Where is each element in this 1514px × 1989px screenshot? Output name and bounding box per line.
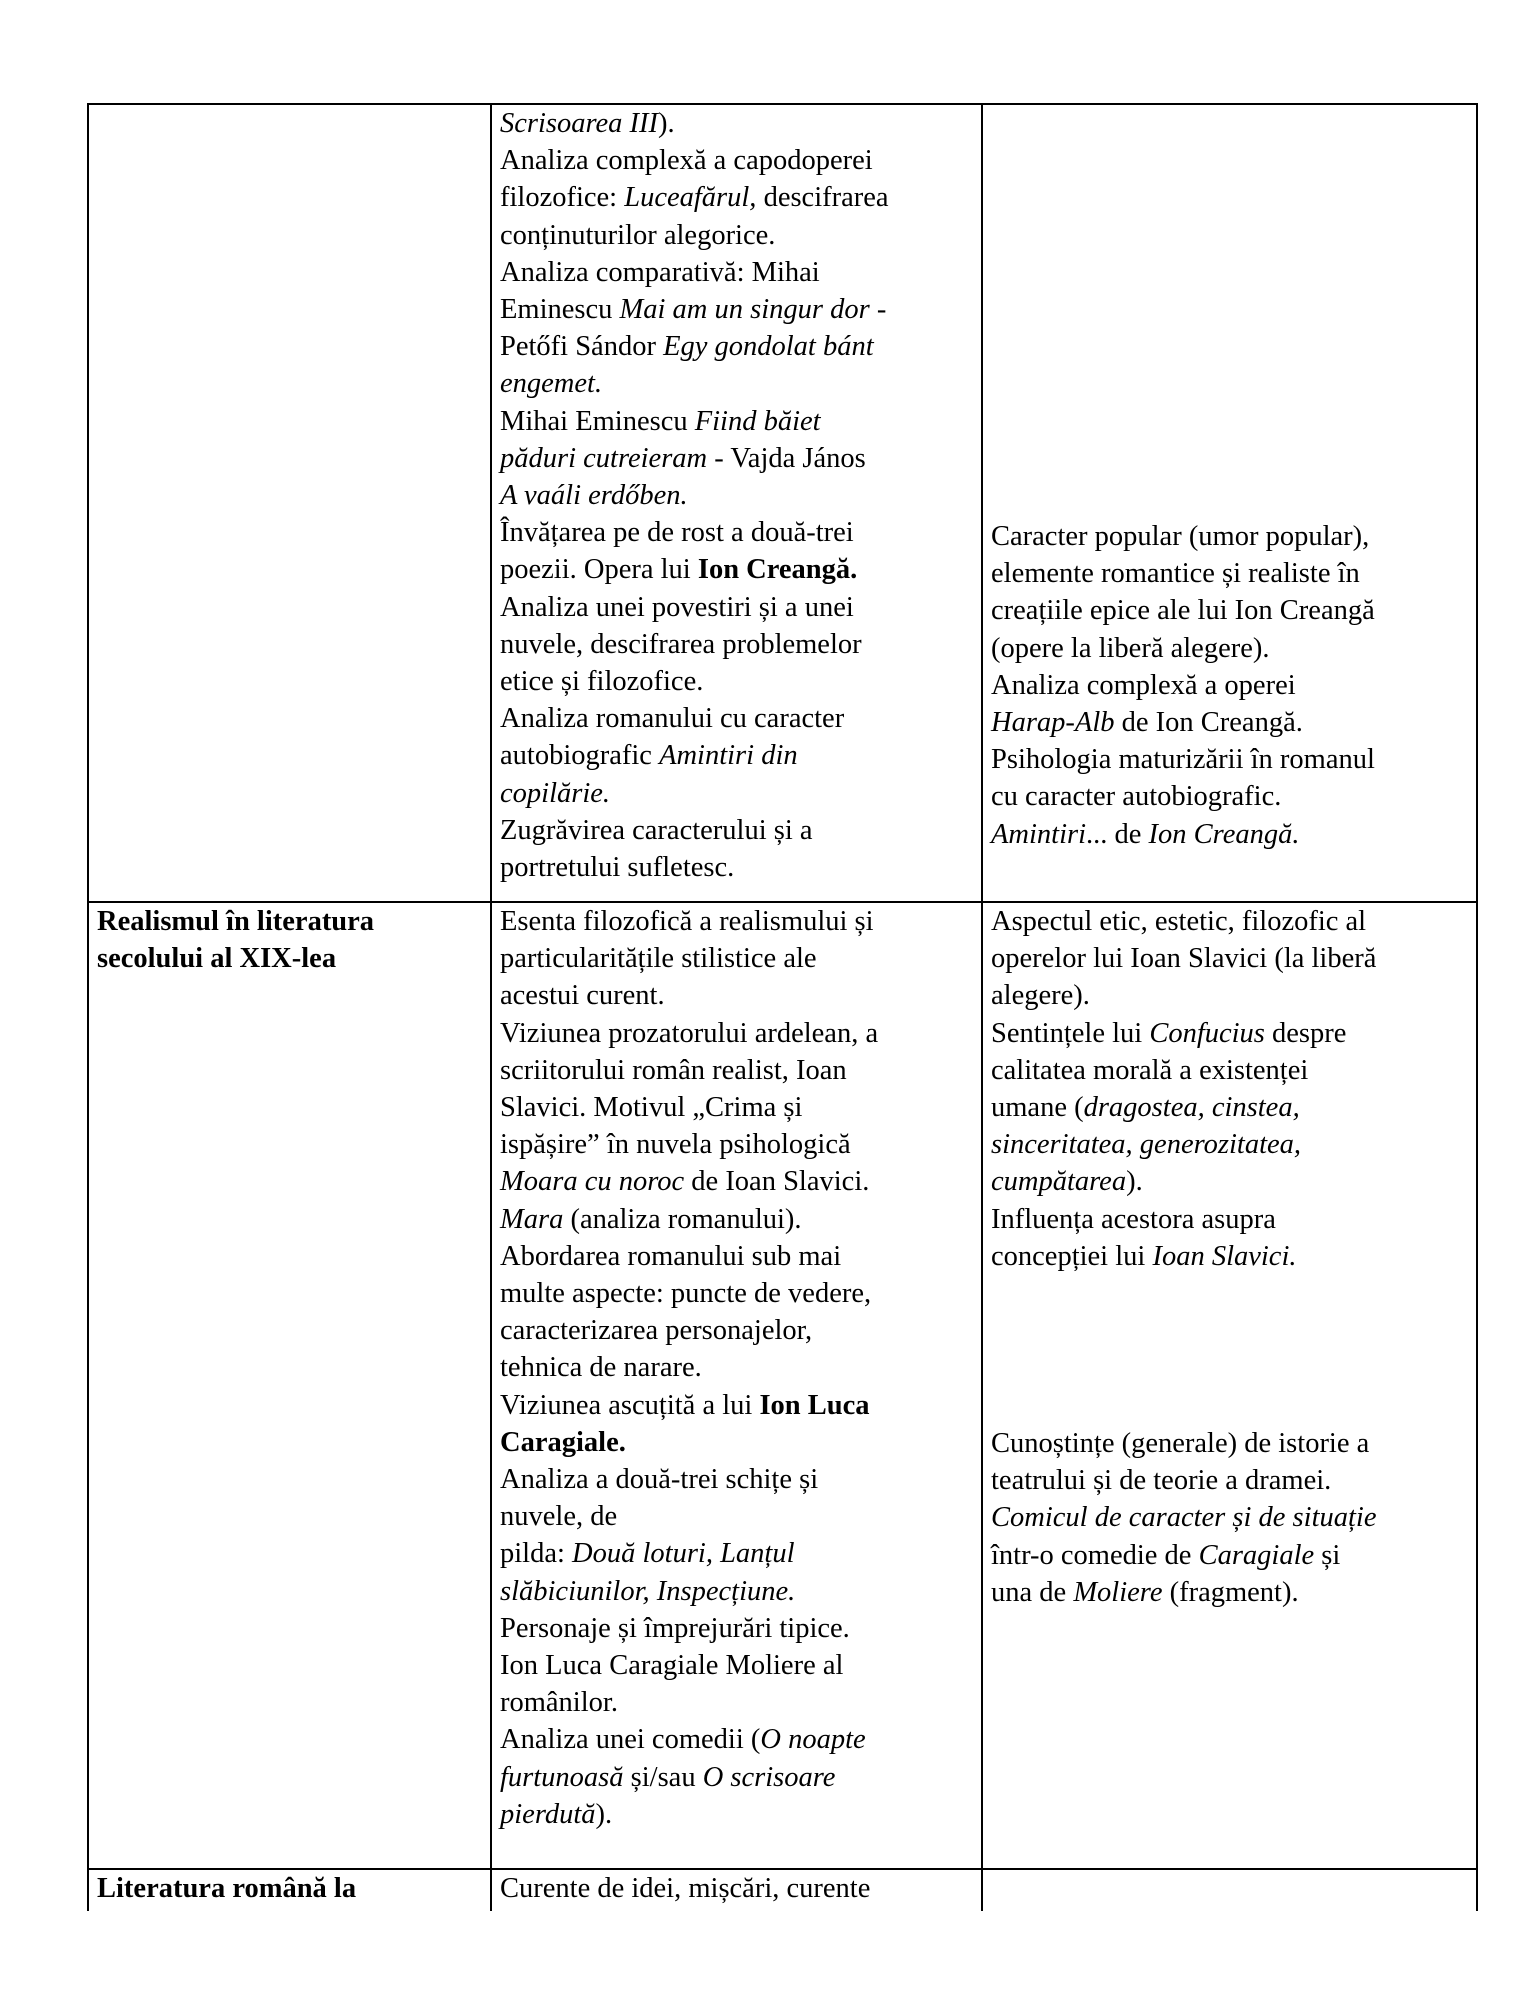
topic-cell	[88, 1869, 491, 1911]
text-run: conținuturilor alegorice.	[500, 219, 776, 251]
text-line	[500, 105, 973, 142]
text-run: cu caracter autobiografic.	[991, 781, 1282, 813]
bold-text: Literatura română la	[97, 1873, 357, 1904]
topic-cell	[88, 104, 491, 902]
text-line	[500, 589, 973, 626]
italic-text: slăbiciunilor, Inspecțiune.	[500, 1575, 796, 1607]
text-line	[991, 667, 1468, 704]
text-run: Zugrăvirea caracterului și a	[500, 814, 813, 846]
topic-cell	[88, 902, 491, 1869]
italic-text: dragostea, cinstea,	[1083, 1092, 1300, 1124]
text-line	[500, 1275, 973, 1312]
text-run: Curente de idei, mișcări, curente	[500, 1873, 871, 1904]
text-run: Sentințele lui	[991, 1017, 1150, 1049]
italic-text: Amintiri	[991, 818, 1087, 850]
text-run: portretului sufletesc.	[500, 852, 735, 884]
italic-text: Confucius	[1149, 1017, 1265, 1049]
text-line	[991, 704, 1468, 741]
text-run: Viziunea ascuțită a lui	[500, 1389, 760, 1421]
text-line	[991, 1499, 1468, 1536]
text-run: de Ion Creangă.	[1114, 707, 1303, 739]
text-line	[500, 1535, 973, 1572]
text-run: filozofice:	[500, 182, 625, 214]
text-line	[500, 1610, 973, 1647]
text-run: Mihai Eminescu	[500, 405, 695, 437]
text-line	[991, 1163, 1468, 1200]
text-run: Analiza complexă a operei	[991, 669, 1296, 701]
text-run: Analiza a două-trei schițe și	[500, 1464, 819, 1496]
text-line	[97, 940, 482, 977]
text-run: Analiza romanului cu caracter	[500, 703, 845, 735]
extension-cell	[982, 1869, 1477, 1911]
italic-text: O scrisoare	[702, 1761, 836, 1793]
text-line	[500, 1089, 973, 1126]
text-line	[500, 700, 973, 737]
text-line	[500, 1312, 973, 1349]
text-line	[97, 903, 482, 940]
text-run: Viziunea prozatorului ardelean, a	[500, 1017, 879, 1049]
italic-text: Comicul de caracter și de situație	[991, 1502, 1377, 1534]
extension-block	[991, 518, 1468, 853]
table-row	[88, 104, 1477, 902]
text-line	[500, 179, 973, 216]
italic-text: O noapte	[760, 1724, 866, 1756]
text-run: într-o comedie de	[991, 1539, 1199, 1571]
text-run: tehnica de narare.	[500, 1352, 702, 1384]
text-line	[500, 1573, 973, 1610]
extension-cell	[982, 902, 1477, 1869]
italic-text: Moliere	[1073, 1576, 1163, 1608]
text-run: și/sau	[623, 1761, 703, 1793]
text-run: teatrului și de teorie a dramei.	[991, 1465, 1332, 1497]
text-line	[500, 1759, 973, 1796]
text-line	[500, 142, 973, 179]
text-line	[500, 254, 973, 291]
text-run: Analiza comparativă: Mihai	[500, 256, 820, 288]
content-cell	[491, 104, 982, 902]
text-run: Analiza complexă a capodoperei	[500, 145, 873, 177]
text-line	[500, 775, 973, 812]
text-run: - Vajda János	[707, 442, 866, 474]
italic-text: Caragiale	[1198, 1539, 1315, 1571]
text-run: și	[1314, 1539, 1341, 1571]
text-run: umane (	[991, 1092, 1084, 1124]
text-run: acestui curent.	[500, 980, 665, 1012]
text-line	[991, 555, 1468, 592]
cell-spacer	[991, 105, 1468, 518]
text-run: caracterizarea personajelor,	[500, 1315, 813, 1347]
text-run: nuvele, descifrarea problemelor	[500, 628, 862, 660]
text-line	[500, 737, 973, 774]
text-run: Ion Luca Caragiale Moliere al	[500, 1650, 844, 1682]
text-line	[500, 477, 973, 514]
text-run: autobiografic	[500, 740, 660, 772]
text-run: descifrarea	[756, 182, 889, 214]
text-line	[500, 551, 973, 588]
text-line	[500, 440, 973, 477]
italic-text: Amintiri din	[659, 740, 798, 772]
curriculum-table	[87, 103, 1478, 1911]
text-line	[500, 663, 973, 700]
bold-text: Ion Luca	[759, 1389, 870, 1421]
text-run: Petőfi Sándor	[500, 331, 664, 363]
text-line	[500, 1498, 973, 1535]
text-line	[500, 1461, 973, 1498]
text-line	[500, 812, 973, 849]
text-run: Analiza unei comedii (	[500, 1724, 761, 1756]
italic-text: Harap-Alb	[991, 707, 1115, 739]
text-run: Caracter popular (umor popular),	[991, 521, 1370, 552]
text-line	[500, 903, 973, 940]
italic-text: Moara cu noroc	[500, 1166, 685, 1198]
text-run: poezii. Opera lui	[500, 554, 698, 586]
text-run: ... de	[1086, 818, 1149, 850]
text-line	[991, 1201, 1468, 1238]
bold-text: Realismul în literatura	[97, 906, 375, 937]
text-line	[991, 940, 1468, 977]
text-run: alegere).	[991, 980, 1090, 1012]
text-line	[991, 1089, 1468, 1126]
bold-text: Ion Creangă.	[697, 554, 858, 586]
text-run: Aspectul etic, estetic, filozofic al	[991, 906, 1367, 937]
cell-spacer	[991, 1275, 1468, 1425]
text-run: etice și filozofice.	[500, 666, 704, 698]
text-line	[500, 514, 973, 551]
text-run: operelor lui Ioan Slavici (la liberă	[991, 943, 1377, 975]
italic-text: A vaáli erdőben.	[500, 480, 688, 512]
italic-text: Ioan Slavici.	[1152, 1240, 1297, 1272]
text-line	[500, 1201, 973, 1238]
text-run: Abordarea romanului sub mai	[500, 1240, 842, 1272]
italic-text: Ion Creangă.	[1148, 818, 1300, 850]
text-run: românilor.	[500, 1687, 618, 1719]
text-line	[500, 1870, 973, 1907]
text-run: ).	[1126, 1166, 1143, 1198]
text-line	[500, 1387, 973, 1424]
text-line	[991, 592, 1468, 629]
text-line	[500, 1424, 973, 1461]
text-line	[991, 630, 1468, 667]
text-line	[991, 1238, 1468, 1275]
text-run: Analiza unei povestiri și a unei	[500, 591, 854, 623]
text-run: Personaje și împrejurări tipice.	[500, 1612, 850, 1644]
text-run: de Ioan Slavici.	[684, 1166, 870, 1198]
text-line	[991, 977, 1468, 1014]
text-line	[500, 1647, 973, 1684]
text-run: despre	[1264, 1017, 1347, 1049]
text-line	[991, 778, 1468, 815]
content-cell	[491, 902, 982, 1869]
table-row	[88, 902, 1477, 1869]
content-cell	[491, 1869, 982, 1911]
italic-text: Egy gondolat bánt	[663, 331, 874, 363]
text-line	[500, 1796, 973, 1833]
text-line	[500, 1052, 973, 1089]
text-line	[500, 328, 973, 365]
text-line	[991, 518, 1468, 555]
text-line	[500, 403, 973, 440]
text-line	[500, 1684, 973, 1721]
text-run: Psihologia maturizării în romanul	[991, 744, 1375, 776]
italic-text: Fiind băiet	[694, 405, 821, 437]
table-row	[88, 1869, 1477, 1911]
text-line	[500, 1163, 973, 1200]
text-run: concepției lui	[991, 1240, 1153, 1272]
text-line	[991, 1425, 1468, 1462]
text-line	[991, 1052, 1468, 1089]
italic-text: Două loturi, Lanțul	[572, 1538, 795, 1570]
text-line	[991, 903, 1468, 940]
text-run: Esenta filozofică a realismului și	[500, 906, 874, 937]
text-run: (analiza romanului).	[563, 1203, 802, 1235]
text-line	[500, 1349, 973, 1386]
text-line	[991, 1015, 1468, 1052]
text-run: Eminescu	[500, 294, 620, 326]
text-line	[500, 940, 973, 977]
text-line	[500, 291, 973, 328]
text-run: -	[869, 294, 887, 326]
text-run: ispășire” în nuvela psihologică	[500, 1129, 851, 1161]
bold-text: Caragiale.	[500, 1426, 626, 1458]
text-line	[500, 849, 973, 886]
italic-text: furtunoasă	[500, 1761, 624, 1793]
text-run: pilda:	[500, 1538, 573, 1570]
extension-block	[991, 903, 1468, 1275]
text-run: creațiile epice ale lui Ion Creangă	[991, 595, 1375, 627]
text-run: una de	[991, 1576, 1074, 1608]
text-line	[500, 365, 973, 402]
text-line	[500, 626, 973, 663]
text-run: calitatea morală a existenței	[991, 1054, 1309, 1086]
text-line	[991, 1462, 1468, 1499]
text-run: (opere la liberă alegere).	[991, 632, 1270, 664]
text-run: (fragment).	[1162, 1576, 1299, 1608]
text-line	[500, 1238, 973, 1275]
italic-text: Mai am un singur dor	[619, 294, 870, 326]
text-line	[97, 1870, 482, 1907]
text-line	[500, 217, 973, 254]
italic-text: Mara	[500, 1203, 564, 1235]
extension-block	[991, 1425, 1468, 1611]
text-run: Cunoștințe (generale) de istorie a	[991, 1428, 1370, 1460]
text-line	[500, 977, 973, 1014]
extension-cell	[982, 104, 1477, 902]
text-run: scriitorului român realist, Ioan	[500, 1054, 847, 1086]
italic-text: Scrisoarea III	[500, 108, 659, 139]
italic-text: pierdută	[500, 1798, 596, 1830]
text-run: particularitățile stilistice ale	[500, 943, 817, 975]
italic-text: păduri cutreieram	[500, 442, 708, 474]
text-run: multe aspecte: puncte de vedere,	[500, 1278, 872, 1310]
text-run: Influența acestora asupra	[991, 1203, 1276, 1235]
text-run: elemente romantice și realiste în	[991, 558, 1360, 590]
text-line	[991, 1574, 1468, 1611]
text-run: nuvele, de	[500, 1501, 618, 1533]
italic-text: sinceritatea, generozitatea,	[991, 1129, 1302, 1161]
text-line	[500, 1721, 973, 1758]
text-line	[991, 1537, 1468, 1574]
italic-text: engemet.	[500, 368, 603, 400]
text-run: ).	[595, 1798, 613, 1830]
text-line	[991, 816, 1468, 853]
text-line	[500, 1126, 973, 1163]
italic-text: copilărie.	[500, 777, 611, 809]
text-line	[991, 1126, 1468, 1163]
text-run: Slavici. Motivul „Crima și	[500, 1092, 803, 1124]
text-run: ).	[658, 108, 675, 139]
text-line	[500, 1015, 973, 1052]
italic-text: cumpătarea	[991, 1166, 1127, 1198]
text-line	[991, 741, 1468, 778]
italic-text: Luceafărul,	[624, 182, 757, 214]
bold-text: secolului al XIX-lea	[97, 943, 337, 975]
text-run: Învățarea pe de rost a două-trei	[500, 517, 854, 549]
